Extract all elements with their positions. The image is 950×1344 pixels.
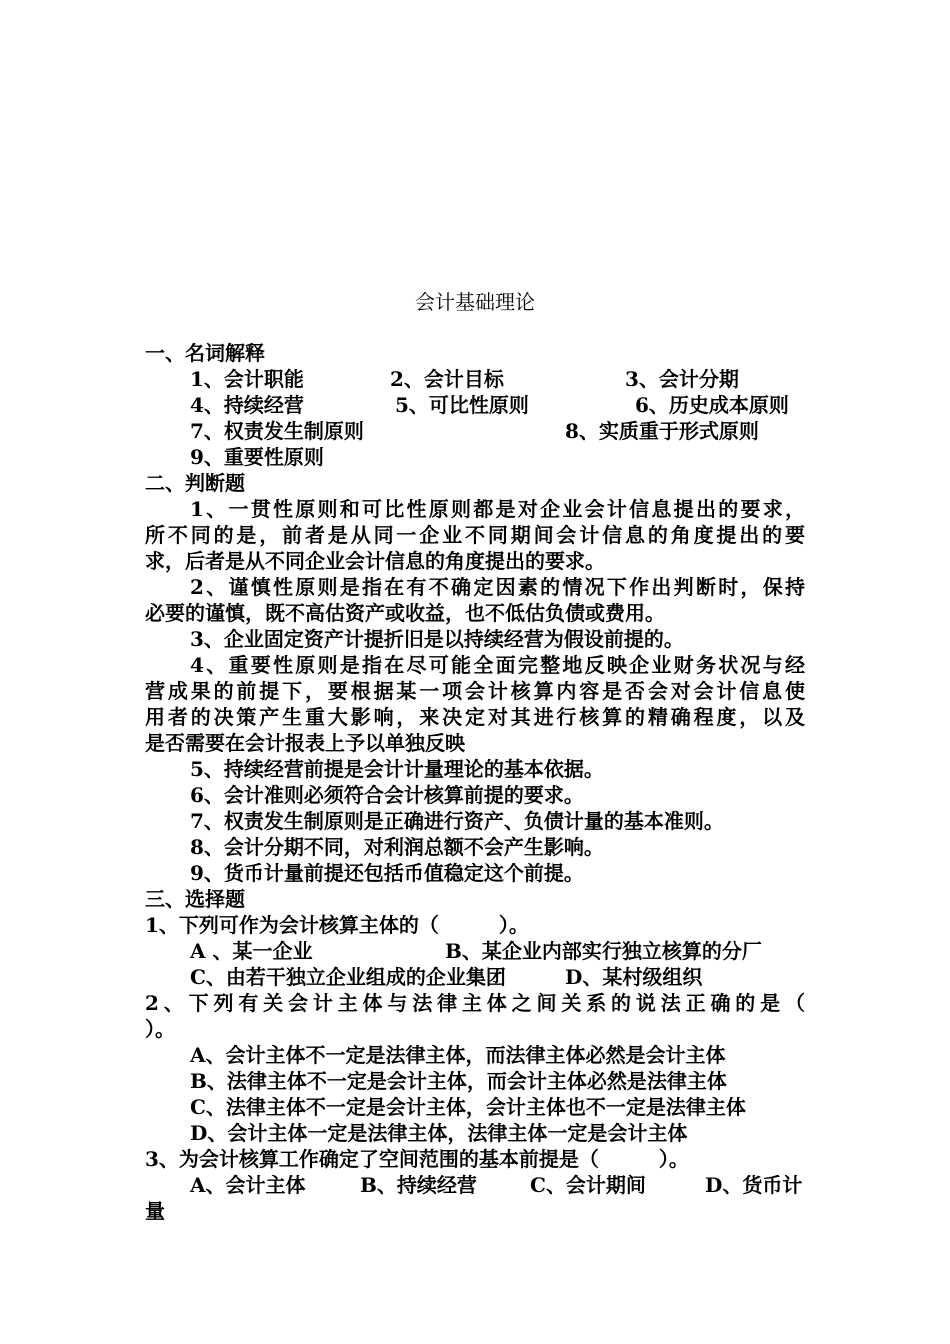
option-b: B、持续经营 bbox=[360, 1173, 477, 1197]
term-item: 6、历史成本原则 bbox=[635, 393, 789, 417]
option-d: D、某村级组织 bbox=[565, 965, 703, 989]
question-3-stem: 3、为会计核算工作确定了空间范围的基本前提是（ ）。 bbox=[145, 1147, 689, 1171]
question-3-option-d-cont: 量 bbox=[145, 1199, 165, 1223]
option-a: A、会计主体不一定是法律主体，而法律主体必然是会计主体 bbox=[190, 1043, 726, 1067]
term-item: 1、会计职能 bbox=[190, 367, 304, 391]
option-a: A、会计主体 bbox=[190, 1173, 306, 1197]
document-title: 会计基础理论 bbox=[415, 290, 535, 314]
judgment-line: 是否需要在会计报表上予以单独反映 bbox=[145, 731, 465, 755]
term-item: 8、实质重于形式原则 bbox=[565, 419, 759, 443]
term-item: 7、权责发生制原则 bbox=[190, 419, 364, 443]
judgment-line: 9、货币计量前提还包括币值稳定这个前提。 bbox=[190, 861, 584, 885]
judgment-line: 7、权责发生制原则是正确进行资产、负债计量的基本准则。 bbox=[190, 809, 724, 833]
judgment-line: 求，后者是从不同企业会计信息的角度提出的要求。 bbox=[145, 549, 605, 573]
term-item: 5、可比性原则 bbox=[395, 393, 529, 417]
judgment-line: 6、会计准则必须符合会计核算前提的要求。 bbox=[190, 783, 584, 807]
question-1-options-row bbox=[145, 964, 805, 990]
option-b: B、某企业内部实行独立核算的分厂 bbox=[445, 939, 762, 963]
terms-row-3 bbox=[145, 418, 805, 444]
judgment-line: 用者的决策产生重大影响，来决定对其进行核算的精确程度，以及 bbox=[145, 705, 805, 729]
question-2-stem-cont: ）。 bbox=[145, 1017, 175, 1041]
option-d: D、会计主体一定是法律主体，法律主体一定是会计主体 bbox=[190, 1121, 688, 1145]
question-2-stem: 2、下列有关会计主体与法律主体之间关系的说法正确的是（ bbox=[145, 991, 805, 1015]
terms-row-2 bbox=[145, 392, 805, 418]
term-item: 2、会计目标 bbox=[390, 367, 504, 391]
option-c: C、由若干独立企业组成的企业集团 bbox=[190, 965, 506, 989]
judgment-line: 1、一贯性原则和可比性原则都是对企业会计信息提出的要求， bbox=[190, 497, 805, 521]
judgment-line: 5、持续经营前提是会计计量理论的基本依据。 bbox=[190, 757, 604, 781]
judgment-line: 2、谨慎性原则是指在有不确定因素的情况下作出判断时，保持 bbox=[190, 575, 805, 599]
question-1-stem: 1、下列可作为会计核算主体的（ ）。 bbox=[145, 913, 529, 937]
judgment-line: 所不同的是，前者是从同一企业不同期间会计信息的角度提出的要 bbox=[145, 523, 805, 547]
question-1-options-row bbox=[145, 938, 805, 964]
judgment-line: 3、企业固定资产计提折旧是以持续经营为假设前提的。 bbox=[190, 627, 684, 651]
judgment-line: 营成果的前提下，要根据某一项会计核算内容是否会对会计信息使 bbox=[145, 679, 805, 703]
section-heading-terms: 一、名词解释 bbox=[145, 341, 265, 365]
judgment-line: 必要的谨慎，既不高估资产或收益，也不低估负债或费用。 bbox=[145, 601, 665, 625]
term-item: 9、重要性原则 bbox=[190, 445, 324, 469]
option-c: C、会计期间 bbox=[530, 1173, 646, 1197]
option-d: D、货币计 bbox=[705, 1173, 803, 1197]
term-item: 3、会计分期 bbox=[625, 367, 739, 391]
question-3-options-row bbox=[145, 1172, 805, 1198]
option-a: A 、某一企业 bbox=[190, 939, 313, 963]
judgment-line: 8、会计分期不同，对利润总额不会产生影响。 bbox=[190, 835, 604, 859]
section-heading-judgment: 二、判断题 bbox=[145, 471, 245, 495]
option-c: C、法律主体不一定是会计主体，会计主体也不一定是法律主体 bbox=[190, 1095, 746, 1119]
section-heading-choice: 三、选择题 bbox=[145, 887, 245, 911]
term-item: 4、持续经营 bbox=[190, 393, 304, 417]
judgment-line: 4、重要性原则是指在尽可能全面完整地反映企业财务状况与经 bbox=[190, 653, 805, 677]
option-b: B、法律主体不一定是会计主体，而会计主体必然是法律主体 bbox=[190, 1069, 727, 1093]
terms-row-4 bbox=[145, 444, 805, 470]
terms-row-1 bbox=[145, 366, 805, 392]
